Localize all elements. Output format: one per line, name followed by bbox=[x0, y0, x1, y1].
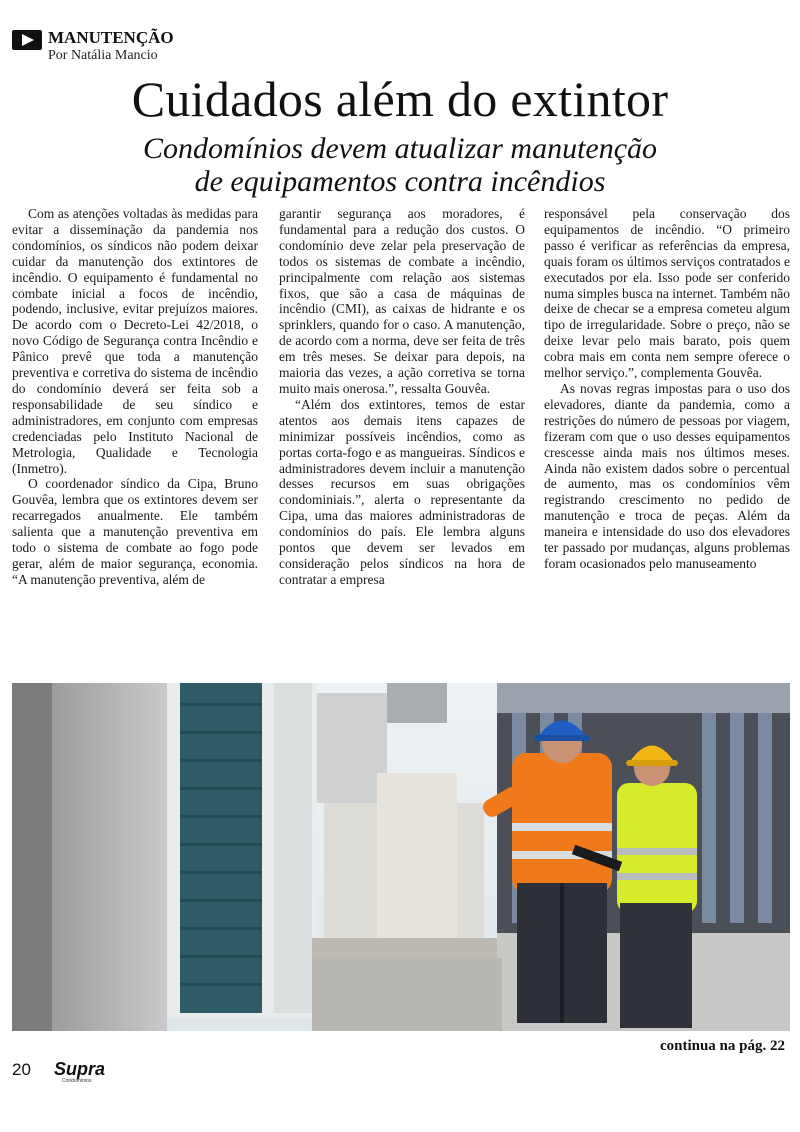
article-column-2 bbox=[279, 206, 525, 674]
paragraph: As novas regras impostas para o uso dos elevadores, diante da pandemia, como a restrições do número de pessoas por viagem, fizeram com que o uso desses equipamentos crescesse ainda mais nos últimos meses. Ainda não existem dados sobre o percentual de aumento, mas os condomínios vêm registrando crescimento no pedido de manutenção e troca de peças. Além da maneira e intensidade do uso dos elevadores ter passado por mudanças, alguns problemas foram ocasionados pelo manuseamento bbox=[544, 380, 790, 571]
article-subheadline bbox=[60, 132, 740, 198]
article-column-3 bbox=[544, 206, 790, 674]
page-number: 20 bbox=[12, 1060, 31, 1079]
paragraph: “Além dos extintores, temos de estar atentos aos demais itens capazes de minimizar possíveis incêndios, como as portas corta-fogo e as mangueiras. Síndicos e administradores devem incluir a manutenção desses recursos em suas obrigações condominiais.”, alerta o representante da Cipa, uma das maiores administradoras de condomínios do país. Ele lembra alguns pontos que devem ser levados em consideração pelos síndicos na hora de contratar a empresa bbox=[279, 396, 525, 587]
brand-tagline: Condomínios bbox=[62, 1078, 92, 1084]
paragraph: garantir segurança aos moradores, é fundamental para a redução dos custos. O condomínio deve zelar pela preservação de todos os sistemas de combate a incêndio, principalmente com relação aos sistemas fixos, que são a casa de máquinas de incêndio (CMI), as caixas de hidrante e os sprinklers, quando for o caso. A manutenção, de acordo com a norma, deve ser feita de três em três meses. Se deixar para depois, na maioria das vezes, a ação corretiva se torna muito mais onerosa.”, ressalta Gouvêa. bbox=[279, 206, 525, 396]
subheadline-line-1: Condomínios devem atualizar manutenção bbox=[142, 132, 658, 165]
subheadline-line-2: de equipamentos contra incêndios bbox=[194, 165, 606, 198]
article-headline: Cuidados além do extintor bbox=[131, 71, 669, 127]
section-title: MANUTENÇÃO bbox=[48, 28, 174, 47]
supra-logo-icon bbox=[52, 1058, 128, 1084]
article-photo bbox=[12, 683, 790, 1031]
rooftop-technicians-illustration bbox=[12, 683, 790, 1031]
paragraph: O coordenador síndico da Cipa, Bruno Gouvêa, lembra que os extintores devem ser recarregados anualmente. Ele também salienta que a manutenção preventiva em todo o sistema de combate ao fogo pode gerar, além de maior segurança, economia. “A manutenção preventiva, além de bbox=[12, 476, 258, 587]
brand-name: Supra bbox=[54, 1059, 106, 1079]
paragraph: responsável pela conservação dos equipamentos de incêndio. “O primeiro passo é verificar as referências da empresa, quais foram os últimos serviços contratados e executados por ela. Isso pode ser conferido numa simples busca na internet. Também não deixe de checar se a empresa cometeu algum tipo de irregularidade. Sobre o preço, não se deixe levar pelo mais barato, pois quem cobra mais em conta nem sempre oferece o melhor serviço.”, complementa Gouvêa. bbox=[544, 206, 790, 381]
continue-note: continua na pág. 22 bbox=[659, 1038, 785, 1054]
play-arrow-icon bbox=[12, 30, 42, 50]
paragraph: Com as atenções voltadas às medidas para evitar a disseminação da pandemia nos condomínios, os síndicos não podem deixar cuidar da manutenção dos extintores de incêndio. O equipamento é fundamental no combate inicial a focos de incêndio, podendo, inclusive, evitar prejuízos maiores. De acordo com o Decreto-Lei 42/2018, o novo Código de Segurança contra Incêndio e Pânico prevê que toda a manutenção preventiva e corretiva do sistema de incêndio do condomínio deverá ser feita sob a responsabilidade de seu síndico e administradores, em conjunto com empresas credenciadas pelo Instituto Nacional de Metrologia, Qualidade e Tecnologia (Inmetro). bbox=[12, 206, 258, 476]
author-byline: Por Natália Mancio bbox=[48, 48, 158, 63]
article-column-1 bbox=[12, 206, 258, 674]
